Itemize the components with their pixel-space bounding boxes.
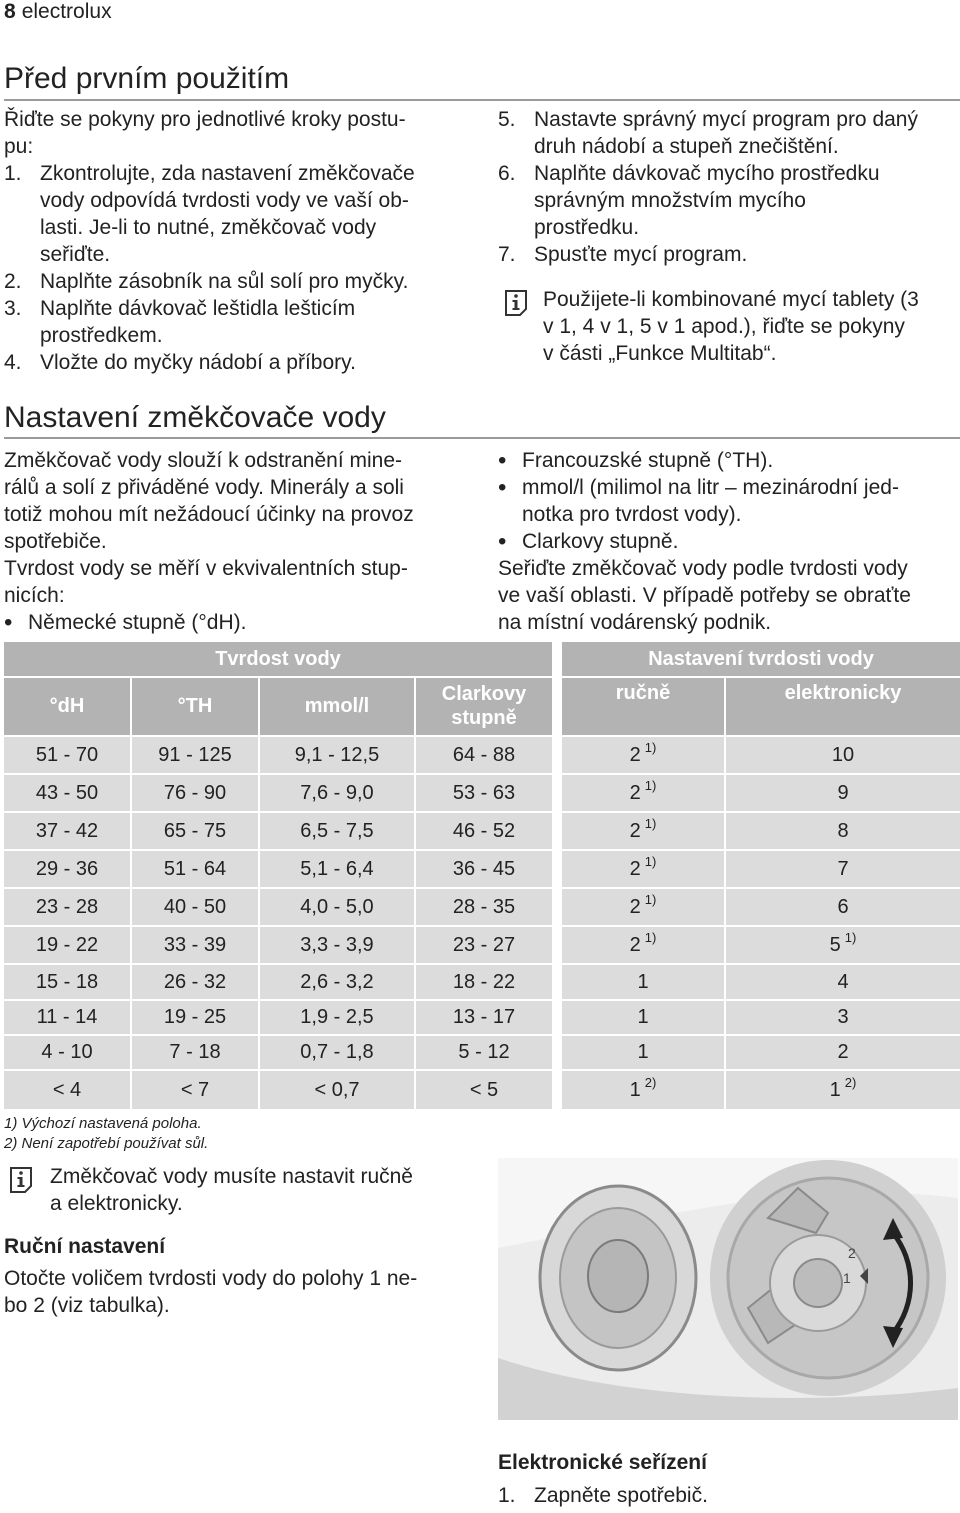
footnote-marker: 1) (644, 891, 657, 907)
cell-dh (4, 889, 130, 925)
cell-value: 6 (837, 895, 849, 918)
cell-value: 2 (629, 933, 641, 956)
cell-clark (416, 813, 552, 849)
cell-value: 2 (629, 781, 641, 804)
cell-value: 1 (637, 1041, 649, 1063)
cell-value: 36 - 45 (452, 857, 516, 880)
list-text: Nastavte správný mycí program pro daný (534, 108, 918, 131)
cell-electronic (726, 889, 960, 925)
cell-value: < 7 (180, 1078, 210, 1101)
manual-setting-heading: Ruční nastavení (4, 1235, 166, 1258)
col-header-clark: Clarkovy stupně (416, 678, 552, 735)
cell-electronic (726, 1071, 960, 1109)
note-text: v 1, 4 v 1, 5 v 1 apod.), řiďte se pokyny (543, 315, 905, 338)
footnote-marker: 2) (844, 1074, 857, 1090)
cell-value: 11 - 14 (36, 1006, 98, 1028)
note-text: Změkčovač vody musíte nastavit ručně (50, 1165, 413, 1188)
cell-th (132, 927, 258, 963)
info-icon (502, 289, 530, 317)
col-header-manual: ručně (562, 678, 724, 735)
list-item (4, 349, 474, 376)
list-item (498, 241, 960, 268)
cell-manual (562, 1071, 724, 1109)
paragraph-line: rálů a solí z přiváděné vody. Minerály a soli (4, 476, 404, 499)
cell-th (132, 1071, 258, 1109)
cell-value: 76 - 90 (163, 781, 227, 804)
list-number: 4. (4, 351, 22, 374)
section-title-first-use: Před prvním použitím (4, 62, 290, 95)
paragraph-line: totiž mohou mít nežádoucí účinky na provoz (4, 503, 414, 526)
paragraph-line: nicích: (4, 584, 65, 607)
cell-clark (416, 1071, 552, 1109)
list-text: lasti. Je-li to nutné, změkčovač vody (40, 216, 377, 239)
cell-value: 2 (629, 895, 641, 918)
cell-electronic (726, 851, 960, 887)
cell-mmol (260, 813, 414, 849)
cell-manual (562, 927, 724, 963)
cell-value: 6,5 - 7,5 (300, 819, 374, 842)
cell-value: 1 (637, 1006, 649, 1028)
list-number: 3. (4, 297, 22, 320)
table-footnotes (4, 1114, 484, 1154)
cell-value: 19 - 25 (163, 1006, 227, 1028)
first-use-left-column (4, 106, 474, 376)
table-row (4, 1036, 960, 1069)
cell-value: 1 (629, 1078, 641, 1101)
info-icon (7, 1166, 35, 1194)
cell-value: 28 - 35 (452, 895, 516, 918)
brand-name: electrolux (21, 0, 112, 23)
list-text: Vložte do myčky nádobí a příbory. (40, 351, 356, 374)
page-header (4, 0, 112, 24)
list-text: Zapněte spotřebič. (534, 1484, 708, 1507)
cell-th (132, 1036, 258, 1069)
list-number: 1. (4, 162, 22, 185)
cell-value: 4 - 10 (41, 1041, 93, 1063)
table-row (4, 813, 960, 849)
cell-dh (4, 1071, 130, 1109)
cell-mmol (260, 775, 414, 811)
cell-value: 43 - 50 (35, 781, 99, 804)
paragraph-line: bo 2 (viz tabulka). (4, 1294, 170, 1317)
bullet-item (498, 528, 960, 555)
cell-manual (562, 889, 724, 925)
cell-value: 9 (837, 781, 849, 804)
cell-mmol (260, 889, 414, 925)
cell-electronic (726, 1036, 960, 1069)
list-text: Spusťte mycí program. (534, 243, 748, 266)
footnote: 2) Není zapotřebí používat sůl. (4, 1135, 209, 1152)
cell-clark (416, 965, 552, 999)
cell-electronic (726, 965, 960, 999)
bullet-item (498, 447, 960, 474)
cell-clark (416, 927, 552, 963)
list-text: správným množstvím mycího (534, 189, 806, 212)
cell-dh (4, 927, 130, 963)
cell-value: 40 - 50 (163, 895, 227, 918)
footnote-marker: 1) (644, 777, 657, 793)
electronic-setting-heading: Elektronické seřízení (498, 1451, 707, 1474)
intro-line: pu: (4, 135, 34, 158)
cell-electronic (726, 1001, 960, 1034)
bullet-item: • Německé stupně (°dH). (4, 609, 474, 636)
cell-value: 0,7 - 1,8 (300, 1041, 374, 1063)
cell-electronic (726, 775, 960, 811)
list-number: 6. (498, 162, 516, 185)
cell-value: 46 - 52 (452, 819, 516, 842)
cell-mmol (260, 1071, 414, 1109)
table-row (4, 775, 960, 811)
group-header-setting: Nastavení tvrdosti vody (562, 642, 960, 676)
cell-value: 15 - 18 (35, 970, 99, 993)
cell-value: 3 (837, 1006, 849, 1028)
cell-th (132, 965, 258, 999)
list-text: Zkontrolujte, zda nastavení změkčovače (40, 162, 415, 185)
cell-value: 91 - 125 (158, 743, 232, 766)
cell-value: 2 (837, 1041, 849, 1063)
cell-value: 37 - 42 (35, 819, 99, 842)
cell-value: 7 (837, 857, 849, 880)
first-use-right-column (498, 106, 960, 268)
col-header-th: °TH (132, 678, 258, 735)
cell-mmol (260, 737, 414, 773)
cell-mmol (260, 1001, 414, 1034)
cell-mmol (260, 1036, 414, 1069)
table-row (4, 927, 960, 963)
info-note-multitab (543, 286, 960, 367)
footnote-marker: 1) (844, 929, 857, 945)
cell-th (132, 775, 258, 811)
softener-left-column (4, 447, 474, 636)
group-header-hardness: Tvrdost vody (4, 642, 552, 676)
list-item (4, 295, 474, 349)
list-text: Naplňte dávkovač leštidla lešticím (40, 297, 356, 320)
cell-value: 1 (829, 1078, 841, 1101)
cell-value: 2 (629, 819, 641, 842)
table-header-row (4, 678, 960, 735)
dial-drawing (498, 1158, 958, 1420)
cell-value: 2 (629, 857, 641, 880)
cell-electronic (726, 813, 960, 849)
paragraph-line: spotřebiče. (4, 530, 107, 553)
list-item (498, 1482, 960, 1509)
cell-value: 7 - 18 (169, 1041, 221, 1063)
cell-value: 23 - 27 (452, 933, 516, 956)
cell-dh (4, 965, 130, 999)
list-text: prostředkem. (40, 324, 163, 347)
cell-th (132, 889, 258, 925)
cell-value: < 4 (52, 1078, 82, 1101)
cell-clark (416, 1036, 552, 1069)
cell-value: 4 (837, 970, 849, 993)
cell-clark (416, 1001, 552, 1034)
page-number: 8 (4, 0, 16, 23)
info-note-manual-electronic (50, 1163, 480, 1217)
cell-value: 26 - 32 (163, 970, 227, 993)
cell-value: 53 - 63 (452, 781, 516, 804)
footnote-marker: 1) (644, 929, 657, 945)
paragraph-line: Tvrdost vody se měří v ekvivalentních stup- (4, 557, 408, 580)
cell-value: 1 (637, 970, 649, 993)
paragraph-line: ve vaší oblasti. V případě potřeby se obraťte (498, 584, 911, 607)
cell-th (132, 1001, 258, 1034)
cell-dh (4, 775, 130, 811)
section-title-water-softener: Nastavení změkčovače vody (4, 401, 386, 434)
cell-mmol (260, 851, 414, 887)
cell-value: < 0,7 (314, 1078, 360, 1101)
paragraph-line: na místní vodárenský podnik. (498, 611, 772, 634)
cell-value: 13 - 17 (452, 1006, 516, 1028)
list-text: Naplňte dávkovač mycího prostředku (534, 162, 880, 185)
cell-value: 2 (629, 743, 641, 766)
footnote-marker: 1) (644, 739, 657, 755)
cell-manual (562, 775, 724, 811)
cell-th (132, 851, 258, 887)
cell-manual (562, 1001, 724, 1034)
table-row (4, 889, 960, 925)
cell-value: 19 - 22 (35, 933, 99, 956)
cell-manual (562, 851, 724, 887)
cell-value: 51 - 70 (35, 743, 99, 766)
cell-mmol (260, 965, 414, 999)
cell-manual (562, 965, 724, 999)
cell-dh (4, 1036, 130, 1069)
cell-value: 1,9 - 2,5 (300, 1006, 374, 1028)
cell-value: 2,6 - 3,2 (300, 970, 374, 993)
paragraph-line: Seřiďte změkčovač vody podle tvrdosti vody (498, 557, 908, 580)
softener-right-column (498, 447, 960, 636)
cell-value: 9,1 - 12,5 (294, 743, 380, 766)
col-header-electronic: elektronicky (726, 678, 960, 735)
list-number: 2. (4, 270, 22, 293)
list-text: Naplňte zásobník na sůl solí pro myčky. (40, 270, 409, 293)
footnote-marker: 1) (644, 815, 657, 831)
paragraph-line: Otočte voličem tvrdosti vody do polohy 1 ne- (4, 1267, 418, 1290)
table-row (4, 1071, 960, 1109)
cell-value: 3,3 - 3,9 (300, 933, 374, 956)
cell-th (132, 813, 258, 849)
cell-manual (562, 737, 724, 773)
table-row (4, 851, 960, 887)
cell-mmol (260, 927, 414, 963)
cell-value: 5 - 12 (458, 1041, 510, 1063)
table-row (4, 965, 960, 999)
cell-value: 18 - 22 (452, 970, 516, 993)
cell-value: 7,6 - 9,0 (300, 781, 374, 804)
list-text: druh nádobí a stupeň znečištění. (534, 135, 839, 158)
list-text: vody odpovídá tvrdosti vody ve vaší ob- (40, 189, 409, 212)
footnote-marker: 1) (644, 853, 657, 869)
bullet-text: • mmol/l (milimol na litr – mezinárodní jed- (522, 476, 899, 499)
manual-setting-text (4, 1265, 474, 1319)
table-group-header-row (4, 642, 960, 676)
cell-electronic (726, 927, 960, 963)
list-text: prostředku. (534, 216, 640, 239)
section-divider (4, 99, 960, 101)
cell-dh (4, 851, 130, 887)
cell-value: 33 - 39 (163, 933, 227, 956)
list-number: 7. (498, 243, 516, 266)
cell-dh (4, 737, 130, 773)
bullet-text: • Francouzské stupně (°TH). (522, 449, 774, 472)
paragraph-line: Změkčovač vody slouží k odstranění mine- (4, 449, 402, 472)
col-header-mmol: mmol/l (260, 678, 414, 735)
dial-label-1: 1 (843, 1270, 851, 1286)
footnote-marker: 2) (644, 1074, 657, 1090)
list-number: 5. (498, 108, 516, 131)
cell-value: 5 (829, 933, 841, 956)
cell-clark (416, 737, 552, 773)
cell-th (132, 737, 258, 773)
cell-manual (562, 813, 724, 849)
list-item (498, 106, 960, 160)
cell-value: 65 - 75 (163, 819, 227, 842)
cell-clark (416, 889, 552, 925)
cell-value: 51 - 64 (163, 857, 227, 880)
cell-dh (4, 1001, 130, 1034)
note-text: a elektronicky. (50, 1192, 183, 1215)
bullet-text: notka pro tvrdost vody). (522, 503, 742, 526)
note-text: v části „Funkce Multitab“. (543, 342, 777, 365)
list-text: seřiďte. (40, 243, 111, 266)
cell-value: 4,0 - 5,0 (300, 895, 374, 918)
hardness-dial-illustration (498, 1158, 958, 1420)
cell-value: 10 (831, 743, 855, 766)
cell-value: 64 - 88 (452, 743, 516, 766)
cell-value: 23 - 28 (35, 895, 99, 918)
footnote: 1) Výchozí nastavená poloha. (4, 1115, 202, 1132)
dial-label-2: 2 (848, 1245, 856, 1261)
section-divider (4, 437, 960, 439)
table-row (4, 1001, 960, 1034)
note-text: Použijete-li kombinované mycí tablety (3 (543, 288, 919, 311)
cell-manual (562, 1036, 724, 1069)
col-header-dh: °dH (4, 678, 130, 735)
cell-value: < 5 (469, 1078, 499, 1101)
cell-clark (416, 851, 552, 887)
cell-value: 29 - 36 (35, 857, 99, 880)
table-row (4, 737, 960, 773)
list-number: 1. (498, 1484, 516, 1507)
cell-dh (4, 813, 130, 849)
list-item (4, 160, 474, 268)
bullet-item (498, 474, 960, 528)
bullet-text: • Clarkovy stupně. (522, 530, 679, 553)
intro-line: Řiďte se pokyny pro jednotlivé kroky postu- (4, 108, 406, 131)
cell-value: 8 (837, 819, 849, 842)
list-item (498, 160, 960, 241)
cell-electronic (726, 737, 960, 773)
cell-clark (416, 775, 552, 811)
list-item (4, 268, 474, 295)
cell-value: 5,1 - 6,4 (300, 857, 374, 880)
